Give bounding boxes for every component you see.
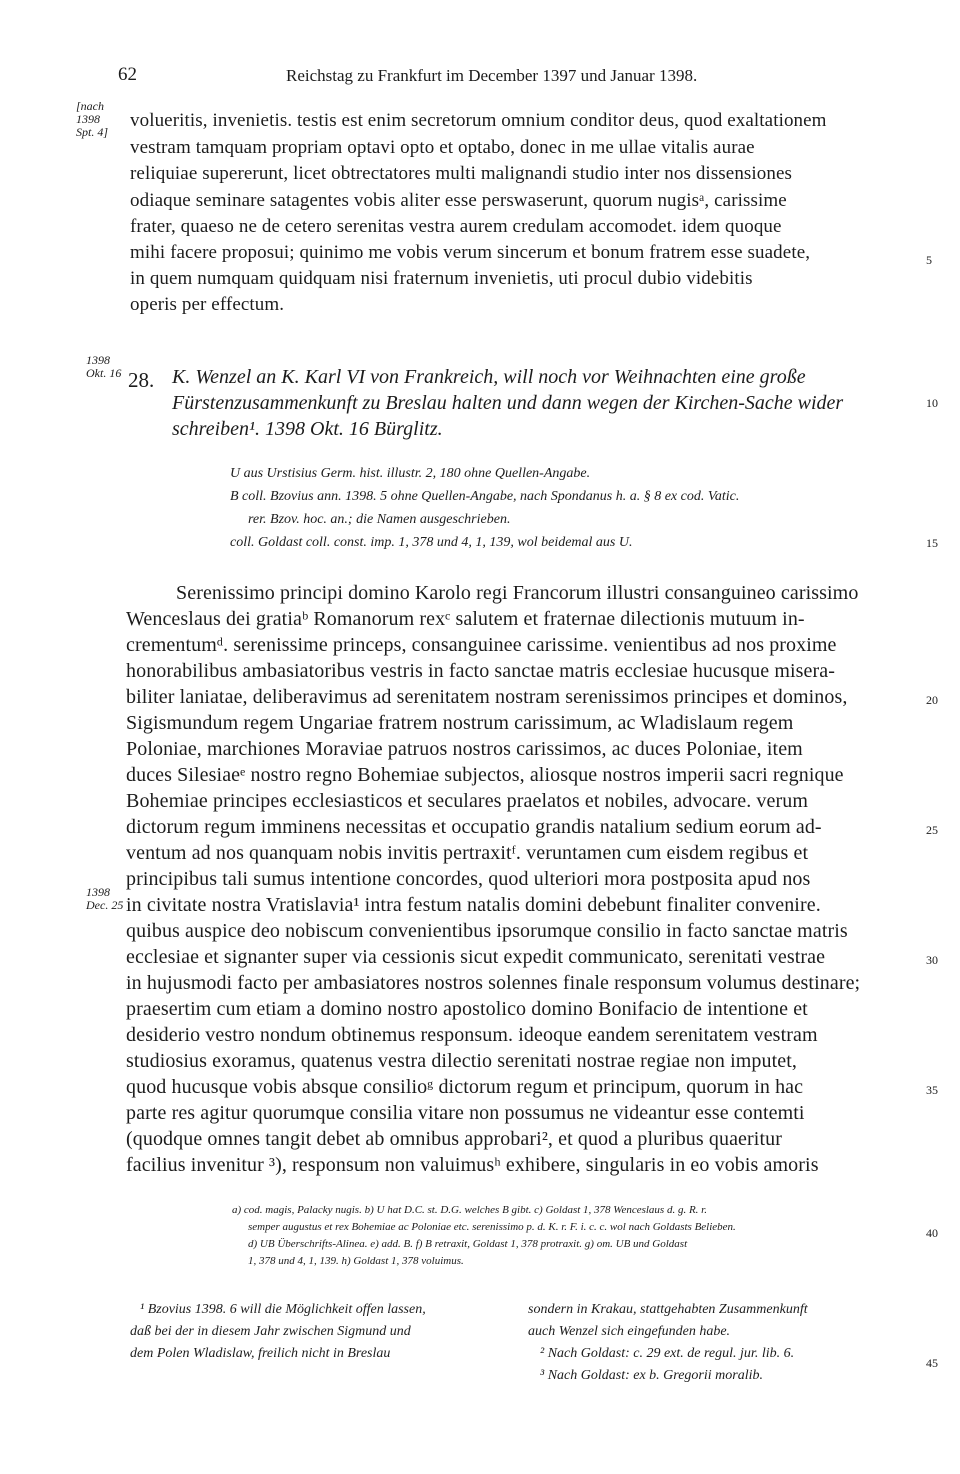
main-text-line: Serenissimo principi domino Karolo regi Francorum illustri consanguineo carissimo xyxy=(176,582,859,604)
line-number: 10 xyxy=(926,396,938,410)
main-text-line: facilius invenitur ³), responsum non valuimusʰ exhibere, singularis in eo vobis amoris xyxy=(126,1154,819,1176)
main-text-line: quod hucusque vobis absque consilioᵍ dictorum regum et principum, quorum in hac xyxy=(126,1076,804,1098)
line-number: 35 xyxy=(926,1083,938,1097)
margin-note-doc-date: 1398 Okt. 16 xyxy=(86,353,122,380)
intro-line: vestram tamquam propriam optavi opto et optabo, donec in me ullae vitalis aurae xyxy=(130,137,755,158)
intro-line: mihi facere proposui; quinimo me vobis verum sincerum et bonum fratrem esse suadete, xyxy=(130,242,811,263)
main-text-line: principibus tali sumus intentione concordes, quod ulteriori mora postposita apud nos xyxy=(126,868,811,890)
main-text-line: biliter laniatae, deliberavimus ad serenitatem nostram serenissimos principes et dominos, xyxy=(126,686,848,708)
intro-line: odiaque seminare satagentes vobis aliter esse perswaserunt, quorum nugisᵃ, carissime xyxy=(130,190,787,211)
main-text-line: studiosius exoramus, quatenus vestra dilectio serenitati nostrae regiae non imputet, xyxy=(126,1050,798,1072)
line-number: 45 xyxy=(926,1356,938,1370)
intro-line: frater, quaeso ne de cetero serenitas vestra aurem credulam accomodet. idem quoque xyxy=(130,216,782,237)
main-text-line: dictorum regum imminens necessitas et occupatio grandis natalium sedium eorum ad- xyxy=(126,816,822,838)
intro-line: volueritis, invenietis. testis est enim secretorum omnium conditor deus, quod exaltationem xyxy=(130,110,827,131)
margin-note-dec-date: 1398 Dec. 25 xyxy=(86,885,124,912)
line-number: 5 xyxy=(926,253,932,267)
margin-note-date: [nach 1398 Spt. 4] xyxy=(76,99,109,139)
source-line: B coll. Bzovius ann. 1398. 5 ohne Quellen-Angabe, nach Spondanus h. a. § 8 ex cod. Vatic. xyxy=(230,489,740,504)
document-heading-line: Fürstenzusammenkunft zu Breslau halten und dann wegen der Kirchen-Sache wider xyxy=(172,392,844,414)
line-number: 40 xyxy=(926,1226,938,1240)
apparatus-line: a) cod. magis, Palacky nugis. b) U hat D.C. st. D.G. welches B gibt. c) Goldast 1, 378 Wenceslaus d. g. R. r. xyxy=(232,1204,707,1216)
intro-line: operis per effectum. xyxy=(130,294,285,315)
apparatus-line: semper augustus et rex Bohemiae ac Poloniae etc. serenissimo p. d. K. r. F. i. c. c. wol nach Goldasts Belieben. xyxy=(248,1221,736,1233)
main-text-line: duces Silesiaeᵉ nostro regno Bohemiae subjectos, aliosque nostros imperii sacri regnique xyxy=(126,764,844,786)
apparatus-line: d) UB Überschrifts-Alinea. e) add. B. f) B retraxit, Goldast 1, 378 protraxit. g) om. UB und Goldast xyxy=(248,1238,688,1250)
document-heading-line: K. Wenzel an K. Karl VI von Frankreich, will noch vor Weihnachten eine große xyxy=(172,366,806,388)
source-line: coll. Goldast coll. const. imp. 1, 378 und 4, 1, 139, wol beidemal aus U. xyxy=(230,535,633,550)
main-text-line: Bohemiae principes ecclesiasticos et seculares praelatos et nobiles, advocare. verum xyxy=(126,790,809,812)
intro-line: reliquiae supererunt, licet obtrectatores multi malignandi studio inter nos dissensiones xyxy=(130,163,793,184)
intro-line: in quem numquam quidquam nisi fraternum invenietis, uti procul dubio videbitis xyxy=(130,268,753,289)
source-line: U aus Urstisius Germ. hist. illustr. 2, 180 ohne Quellen-Angabe. xyxy=(230,466,591,481)
line-number: 20 xyxy=(926,693,938,707)
main-text-line: in hujusmodi facto per ambasiatores nostros solennes finale responsum volumus destinare; xyxy=(126,972,861,994)
main-text-line: Poloniae, marchiones Moraviae patruos nostros carissimos, ac duces Poloniae, item xyxy=(126,738,803,760)
footnote-right-line: ³ Nach Goldast: ex b. Gregorii moralib. xyxy=(540,1368,763,1383)
source-line: rer. Bzov. hoc. an.; die Namen ausgeschrieben. xyxy=(248,512,511,527)
apparatus-line: 1, 378 und 4, 1, 139. h) Goldast 1, 378 voluimus. xyxy=(248,1255,464,1267)
main-text-line: praesertim cum etiam a domino nostro apostolico domino Bonifacio de intentione et xyxy=(126,998,808,1020)
footnote-right-line: ² Nach Goldast: c. 29 ext. de regul. jur. lib. 6. xyxy=(540,1346,795,1361)
page-number: 62 xyxy=(118,64,137,85)
footnote-left-line: daß bei der in diesem Jahr zwischen Sigmund und xyxy=(130,1324,411,1339)
footnote-left-line: dem Polen Wladislaw, freilich nicht in Breslau xyxy=(130,1346,391,1361)
main-text-line: parte res agitur quorumque consilia vitare non possumus ne videantur esse contemti xyxy=(126,1102,805,1124)
main-text-line: Wenceslaus dei gratiaᵇ Romanorum rexᶜ salutem et fraternae dilectionis mutuum in- xyxy=(126,608,805,630)
main-text-line: crementumᵈ. serenissime princeps, consanguinee carissime. venientibus ad nos proxime xyxy=(126,634,837,656)
footnote-right-line: auch Wenzel sich eingefunden habe. xyxy=(528,1324,731,1339)
main-text-line: (quodque omnes tangit debet ab omnibus approbari², et quod a pluribus quaeritur xyxy=(126,1128,782,1150)
main-text-line: ecclesiae et signanter super via cessionis sicut expedit communicato, serenitati vestrae xyxy=(126,946,826,968)
line-number: 15 xyxy=(926,536,938,550)
line-number: 30 xyxy=(926,953,938,967)
main-text-line: Sigismundum regem Ungariae fratrem nostrum carissimum, ac Wladislaum regem xyxy=(126,712,794,734)
main-text-line: honorabilibus ambasiatoribus vestris in facto sanctae matris ecclesiae hucusque misera- xyxy=(126,660,836,682)
main-text-line: ventum ad nos quanquam nobis invitis pertraxitᶠ. veruntamen cum eisdem regibus et xyxy=(126,842,809,864)
footnote-left-line: ¹ Bzovius 1398. 6 will die Möglichkeit offen lassen, xyxy=(140,1302,426,1317)
main-text-line: desiderio vestro nondum obtinemus responsum. ideoque eandem serenitatem vestram xyxy=(126,1024,818,1046)
document-number: 28. xyxy=(128,368,155,392)
main-text-line: quibus auspice deo nobiscum convenientibus ipsorumque consilio in facto sanctae matris xyxy=(126,920,848,942)
main-text-line: in civitate nostra Vratislavia¹ intra festum natalis domini debebunt finaliter convenire. xyxy=(126,894,821,916)
running-title: Reichstag zu Frankfurt im December 1397 und Januar 1398. xyxy=(286,66,698,85)
footnote-right-line: sondern in Krakau, stattgehabten Zusammenkunft xyxy=(528,1302,808,1317)
line-number: 25 xyxy=(926,823,938,837)
document-heading-line: schreiben¹. 1398 Okt. 16 Bürglitz. xyxy=(172,418,443,440)
